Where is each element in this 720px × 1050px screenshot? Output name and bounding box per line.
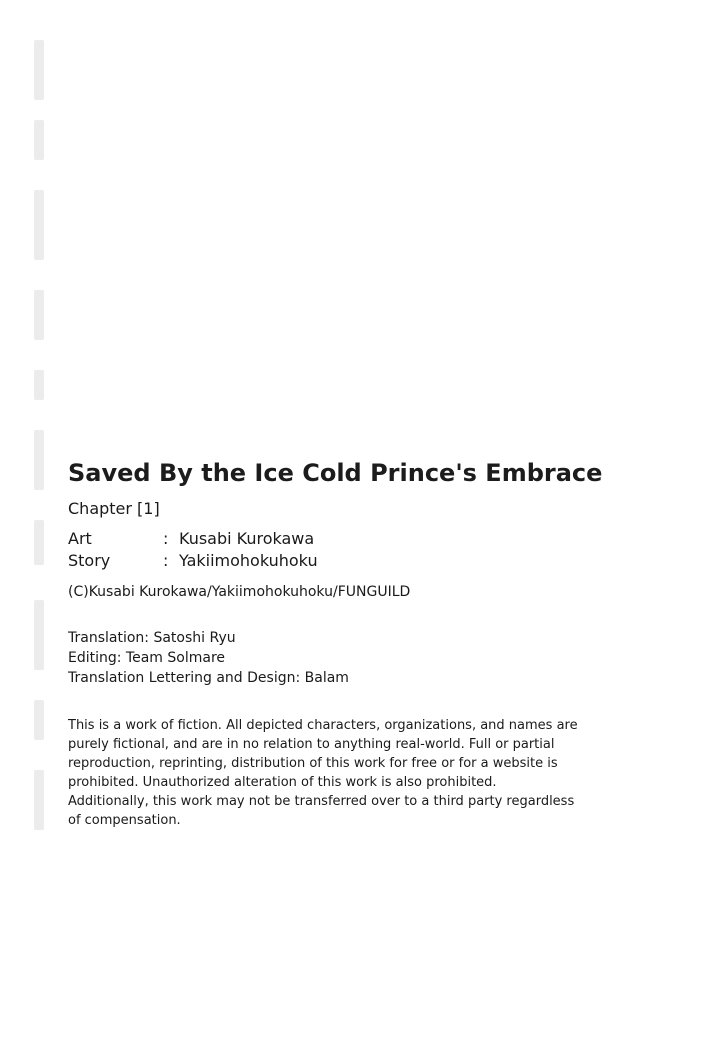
role-row-art	[68, 528, 668, 550]
role-value: Kusabi Kurokawa	[179, 529, 315, 548]
editing-credit: Editing: Team Solmare	[68, 650, 226, 666]
disclaimer-line: of compensation.	[68, 813, 181, 828]
chapter-label: Chapter [1]	[68, 499, 160, 518]
disclaimer-line: reproduction, reprinting, distribution of this work for free or for a website is	[68, 756, 558, 771]
role-label: Story	[68, 551, 111, 570]
disclaimer-line: Additionally, this work may not be transferred over to a third party regardless	[68, 794, 575, 809]
disclaimer-line: This is a work of fiction. All depicted characters, organizations, and names are	[68, 718, 578, 733]
left-edge-bleed-through	[0, 0, 70, 880]
credits-page	[68, 456, 668, 830]
disclaimer-line: prohibited. Unauthorized alteration of this work is also prohibited.	[68, 775, 497, 790]
role-row-story	[68, 550, 668, 572]
disclaimer-line: purely fictional, and are in no relation to anything real-world. Full or partial	[68, 737, 555, 752]
staff-credits	[68, 628, 668, 688]
lettering-credit: Translation Lettering and Design: Balam	[68, 670, 349, 686]
work-title: Saved By the Ice Cold Prince's Embrace	[68, 459, 603, 487]
role-separator: :	[163, 529, 169, 548]
translation-credit: Translation: Satoshi Ryu	[68, 630, 236, 646]
copyright-notice: (C)Kusabi Kurokawa/Yakiimohokuhoku/FUNGUILD	[68, 584, 411, 600]
role-value: Yakiimohokuhoku	[179, 551, 318, 570]
fiction-disclaimer	[68, 716, 588, 830]
role-separator: :	[163, 551, 169, 570]
role-label: Art	[68, 529, 92, 548]
role-table	[68, 528, 668, 572]
